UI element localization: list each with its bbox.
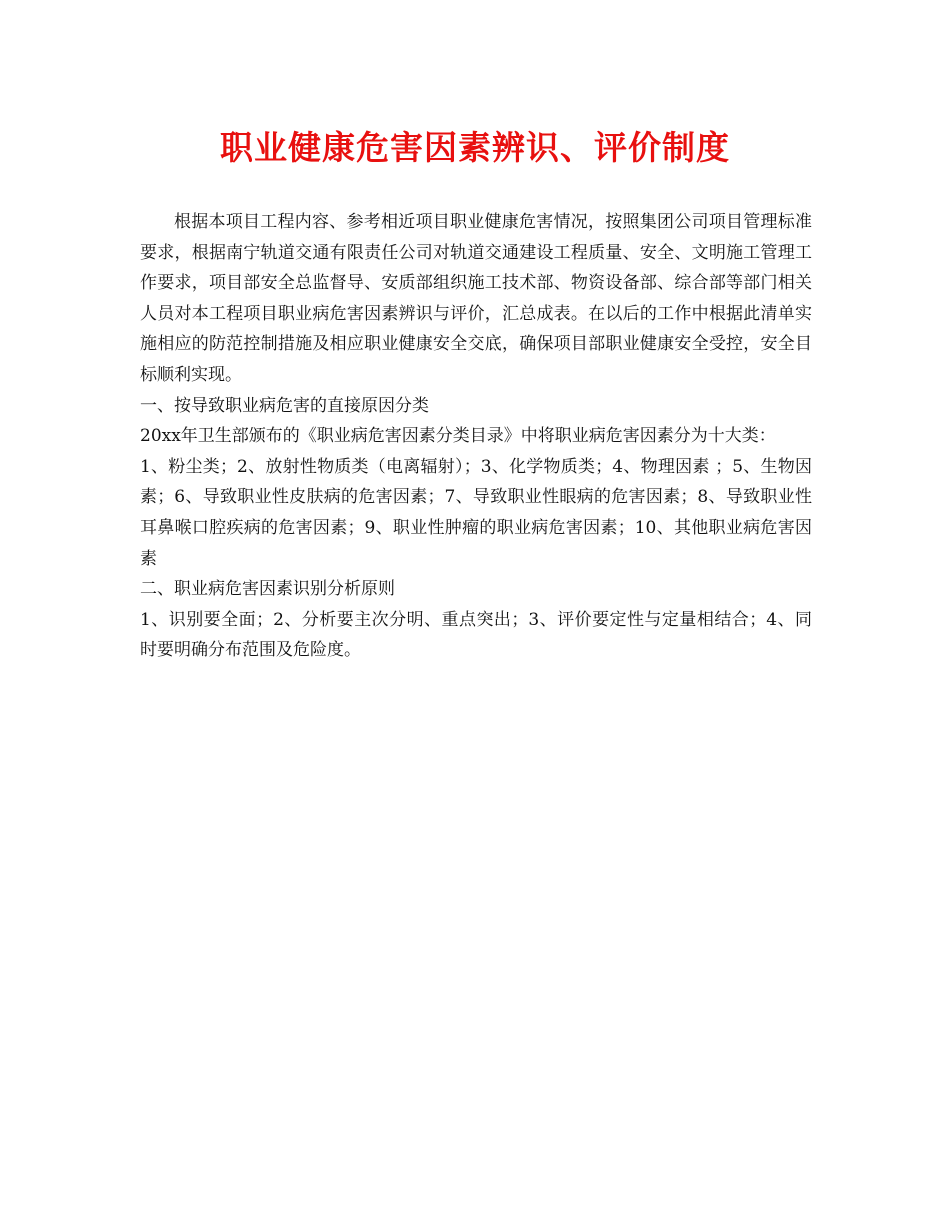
section-1-text: 20xx年卫生部颁布的《职业病危害因素分类目录》中将职业病危害因素分为十大类： bbox=[140, 426, 776, 447]
document-body bbox=[140, 207, 812, 666]
section-2-heading: 二、职业病危害因素识别分析原则 bbox=[140, 579, 395, 600]
section-1-heading: 一、按导致职业病危害的直接原因分类 bbox=[140, 395, 429, 416]
section-1-list: 1、粉尘类；2、放射性物质类（电离辐射）；3、化学物质类；4、物理因素 ；5、生物因素；6、导致职业性皮肤病的危害因素；7、导致职业性眼病的危害因素；8、导致职业性耳鼻喉口腔疾病的危害因素；9、职业性肿瘤的职业病危害因素；10、其他职业病危害因素 bbox=[140, 456, 812, 569]
intro-paragraph: 根据本项目工程内容、参考相近项目职业健康危害情况，按照集团公司项目管理标准要求，根据南宁轨道交通有限责任公司对轨道交通建设工程质量、安全、文明施工管理工作要求，项目部安全总监督导、安质部组织施工技术部、物资设备部、综合部等部门相关人员对本工程项目职业病危害因素辨识与评价，汇总成表。在以后的工作中根据此清单实施相应的防范控制措施及相应职业健康安全交底，确保项目部职业健康安全受控，安全目标顺利实现。 bbox=[140, 212, 812, 385]
section-2-text: 1、识别要全面；2、分析要主次分明、重点突出；3、评价要定性与定量相结合；4、同时要明确分布范围及危险度。 bbox=[140, 609, 812, 661]
document-title: 职业健康危害因素辨识、评价制度 bbox=[220, 128, 730, 167]
